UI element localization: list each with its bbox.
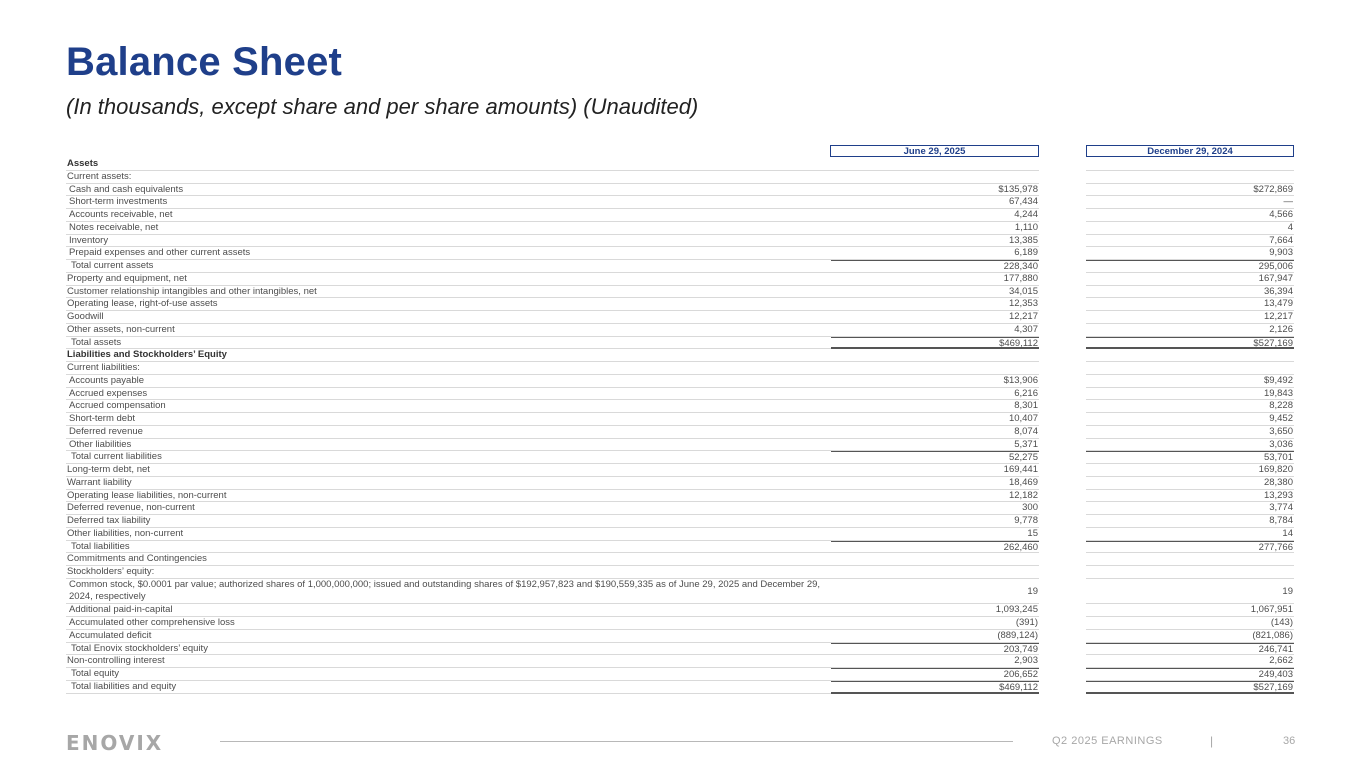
value-june-2025: 18,469: [831, 477, 1039, 490]
row-label: Other assets, non-current: [66, 324, 831, 337]
value-december-2024: [1086, 566, 1294, 579]
value-december-2024: [1086, 349, 1294, 362]
table-row: [66, 222, 1294, 235]
row-label: Short-term investments: [66, 196, 831, 209]
value-june-2025: (391): [831, 617, 1039, 630]
value-december-2024: [1086, 171, 1294, 184]
value-december-2024: 13,479: [1086, 298, 1294, 311]
value-june-2025: [831, 362, 1039, 375]
balance-sheet-table: [66, 158, 1294, 694]
row-label: Additional paid-in-capital: [66, 604, 831, 617]
table-row: [66, 617, 1294, 630]
value-december-2024: 8,784: [1086, 515, 1294, 528]
value-december-2024: —: [1086, 196, 1294, 209]
value-december-2024: 277,766: [1086, 541, 1294, 554]
table-row: [66, 426, 1294, 439]
value-december-2024: $527,169: [1086, 337, 1294, 350]
value-june-2025: 1,110: [831, 222, 1039, 235]
value-december-2024: 12,217: [1086, 311, 1294, 324]
row-label: Total current liabilities: [66, 451, 831, 464]
value-june-2025: 67,434: [831, 196, 1039, 209]
value-june-2025: 228,340: [831, 260, 1039, 273]
value-june-2025: 15: [831, 528, 1039, 541]
footer-label: Q2 2025 EARNINGS: [1052, 735, 1163, 747]
row-label: Assets: [66, 158, 831, 171]
value-june-2025: [831, 553, 1039, 566]
row-label: Cash and cash equivalents: [66, 184, 831, 197]
table-row: [66, 451, 1294, 464]
value-june-2025: 52,275: [831, 451, 1039, 464]
table-row: [66, 171, 1294, 184]
value-december-2024: $527,169: [1086, 681, 1294, 694]
table-row: [66, 184, 1294, 197]
value-june-2025: 13,385: [831, 235, 1039, 248]
row-label: Total liabilities and equity: [66, 681, 831, 694]
column-header-june-2025: June 29, 2025: [830, 145, 1039, 157]
row-label: Inventory: [66, 235, 831, 248]
value-june-2025: 9,778: [831, 515, 1039, 528]
value-december-2024: 1,067,951: [1086, 604, 1294, 617]
enovix-logo: ENOVIX: [66, 731, 164, 755]
row-label: Accrued expenses: [66, 388, 831, 401]
table-row: [66, 349, 1294, 362]
table-row: [66, 566, 1294, 579]
value-june-2025: 12,182: [831, 490, 1039, 503]
value-june-2025: 4,244: [831, 209, 1039, 222]
table-row: [66, 681, 1294, 694]
value-december-2024: 53,701: [1086, 451, 1294, 464]
value-june-2025: 177,880: [831, 273, 1039, 286]
row-label: Prepaid expenses and other current assets: [66, 247, 831, 260]
row-label: Current assets:: [66, 171, 831, 184]
value-december-2024: 19: [1086, 579, 1294, 605]
row-label: Operating lease, right-of-use assets: [66, 298, 831, 311]
value-june-2025: 300: [831, 502, 1039, 515]
value-december-2024: (143): [1086, 617, 1294, 630]
table-row: [66, 324, 1294, 337]
row-label: Short-term debt: [66, 413, 831, 426]
table-row: [66, 413, 1294, 426]
value-june-2025: (889,124): [831, 630, 1039, 643]
value-june-2025: 5,371: [831, 439, 1039, 452]
value-december-2024: [1086, 553, 1294, 566]
table-row: [66, 273, 1294, 286]
value-december-2024: 3,036: [1086, 439, 1294, 452]
row-label: Other liabilities, non-current: [66, 528, 831, 541]
value-december-2024: 3,650: [1086, 426, 1294, 439]
row-label: Non-controlling interest: [66, 655, 831, 668]
table-row: [66, 375, 1294, 388]
row-label: Customer relationship intangibles and other intangibles, net: [66, 286, 831, 299]
value-june-2025: 12,353: [831, 298, 1039, 311]
row-label: Total liabilities: [66, 541, 831, 554]
table-row: [66, 400, 1294, 413]
footer-divider: [220, 741, 1013, 742]
table-row: [66, 209, 1294, 222]
value-december-2024: 13,293: [1086, 490, 1294, 503]
column-header-december-2024: December 29, 2024: [1086, 145, 1294, 157]
value-june-2025: 34,015: [831, 286, 1039, 299]
value-december-2024: 246,741: [1086, 643, 1294, 656]
row-label: Liabilities and Stockholders’ Equity: [66, 349, 831, 362]
table-row: [66, 477, 1294, 490]
value-june-2025: $469,112: [831, 337, 1039, 350]
value-june-2025: [831, 566, 1039, 579]
value-june-2025: 169,441: [831, 464, 1039, 477]
value-december-2024: 7,664: [1086, 235, 1294, 248]
row-label: Property and equipment, net: [66, 273, 831, 286]
table-row: [66, 490, 1294, 503]
value-june-2025: 10,407: [831, 413, 1039, 426]
row-label: Accumulated other comprehensive loss: [66, 617, 831, 630]
row-label: Total Enovix stockholders’ equity: [66, 643, 831, 656]
table-row: [66, 668, 1294, 681]
row-label: Accounts payable: [66, 375, 831, 388]
value-december-2024: 9,452: [1086, 413, 1294, 426]
value-june-2025: 8,301: [831, 400, 1039, 413]
table-row: [66, 311, 1294, 324]
table-row: [66, 630, 1294, 643]
value-june-2025: $135,978: [831, 184, 1039, 197]
table-row: [66, 260, 1294, 273]
row-label: Accumulated deficit: [66, 630, 831, 643]
value-december-2024: $272,869: [1086, 184, 1294, 197]
value-december-2024: 9,903: [1086, 247, 1294, 260]
table-row: [66, 247, 1294, 260]
row-label: Total equity: [66, 668, 831, 681]
row-label: Operating lease liabilities, non-current: [66, 490, 831, 503]
value-june-2025: [831, 158, 1039, 171]
table-row: [66, 502, 1294, 515]
value-june-2025: [831, 171, 1039, 184]
table-row: [66, 235, 1294, 248]
row-label: Notes receivable, net: [66, 222, 831, 235]
value-june-2025: 203,749: [831, 643, 1039, 656]
row-label: Commitments and Contingencies: [66, 553, 831, 566]
table-row: [66, 541, 1294, 554]
row-label: Deferred revenue, non-current: [66, 502, 831, 515]
table-row: [66, 298, 1294, 311]
value-june-2025: 8,074: [831, 426, 1039, 439]
value-december-2024: 14: [1086, 528, 1294, 541]
value-june-2025: 206,652: [831, 668, 1039, 681]
value-june-2025: 6,216: [831, 388, 1039, 401]
value-december-2024: 167,947: [1086, 273, 1294, 286]
value-june-2025: 19: [831, 579, 1039, 605]
value-december-2024: 4: [1086, 222, 1294, 235]
value-december-2024: 295,006: [1086, 260, 1294, 273]
value-june-2025: 2,903: [831, 655, 1039, 668]
value-december-2024: 36,394: [1086, 286, 1294, 299]
value-december-2024: (821,086): [1086, 630, 1294, 643]
row-label: Long-term debt, net: [66, 464, 831, 477]
table-row: [66, 439, 1294, 452]
page-number: 36: [1283, 735, 1296, 747]
value-june-2025: 262,460: [831, 541, 1039, 554]
value-december-2024: 19,843: [1086, 388, 1294, 401]
value-june-2025: 1,093,245: [831, 604, 1039, 617]
table-row: [66, 337, 1294, 350]
row-label: Stockholders’ equity:: [66, 566, 831, 579]
row-label: Warrant liability: [66, 477, 831, 490]
row-label: Common stock, $0.0001 par value; authorized shares of 1,000,000,000; issued and outstanding shares of $192,957,823 and $190,559,335 as of June 29, 2025 and December 29, 2024, respectively: [66, 579, 831, 605]
table-row: [66, 604, 1294, 617]
row-label: Accounts receivable, net: [66, 209, 831, 222]
value-december-2024: 28,380: [1086, 477, 1294, 490]
row-label: Other liabilities: [66, 439, 831, 452]
value-june-2025: [831, 349, 1039, 362]
page-title: Balance Sheet: [66, 40, 343, 84]
value-december-2024: 249,403: [1086, 668, 1294, 681]
row-label: Total current assets: [66, 260, 831, 273]
table-row: [66, 515, 1294, 528]
value-june-2025: 4,307: [831, 324, 1039, 337]
row-label: Total assets: [66, 337, 831, 350]
value-june-2025: $469,112: [831, 681, 1039, 694]
table-row: [66, 158, 1294, 171]
value-december-2024: 2,662: [1086, 655, 1294, 668]
page-subtitle: (In thousands, except share and per share amounts) (Unaudited): [66, 94, 699, 119]
value-december-2024: $9,492: [1086, 375, 1294, 388]
value-june-2025: 6,189: [831, 247, 1039, 260]
table-row: [66, 579, 1294, 605]
row-label: Current liabilities:: [66, 362, 831, 375]
table-row: [66, 553, 1294, 566]
table-row: [66, 643, 1294, 656]
value-december-2024: 8,228: [1086, 400, 1294, 413]
table-row: [66, 528, 1294, 541]
footer-separator: |: [1210, 734, 1214, 748]
value-december-2024: [1086, 362, 1294, 375]
table-row: [66, 388, 1294, 401]
row-label: Accrued compensation: [66, 400, 831, 413]
value-december-2024: 4,566: [1086, 209, 1294, 222]
value-december-2024: 3,774: [1086, 502, 1294, 515]
value-june-2025: $13,906: [831, 375, 1039, 388]
value-december-2024: [1086, 158, 1294, 171]
table-row: [66, 196, 1294, 209]
row-label: Deferred revenue: [66, 426, 831, 439]
row-label: Goodwill: [66, 311, 831, 324]
table-row: [66, 286, 1294, 299]
table-row: [66, 362, 1294, 375]
value-december-2024: 2,126: [1086, 324, 1294, 337]
value-december-2024: 169,820: [1086, 464, 1294, 477]
table-row: [66, 464, 1294, 477]
row-label: Deferred tax liability: [66, 515, 831, 528]
table-row: [66, 655, 1294, 668]
value-june-2025: 12,217: [831, 311, 1039, 324]
